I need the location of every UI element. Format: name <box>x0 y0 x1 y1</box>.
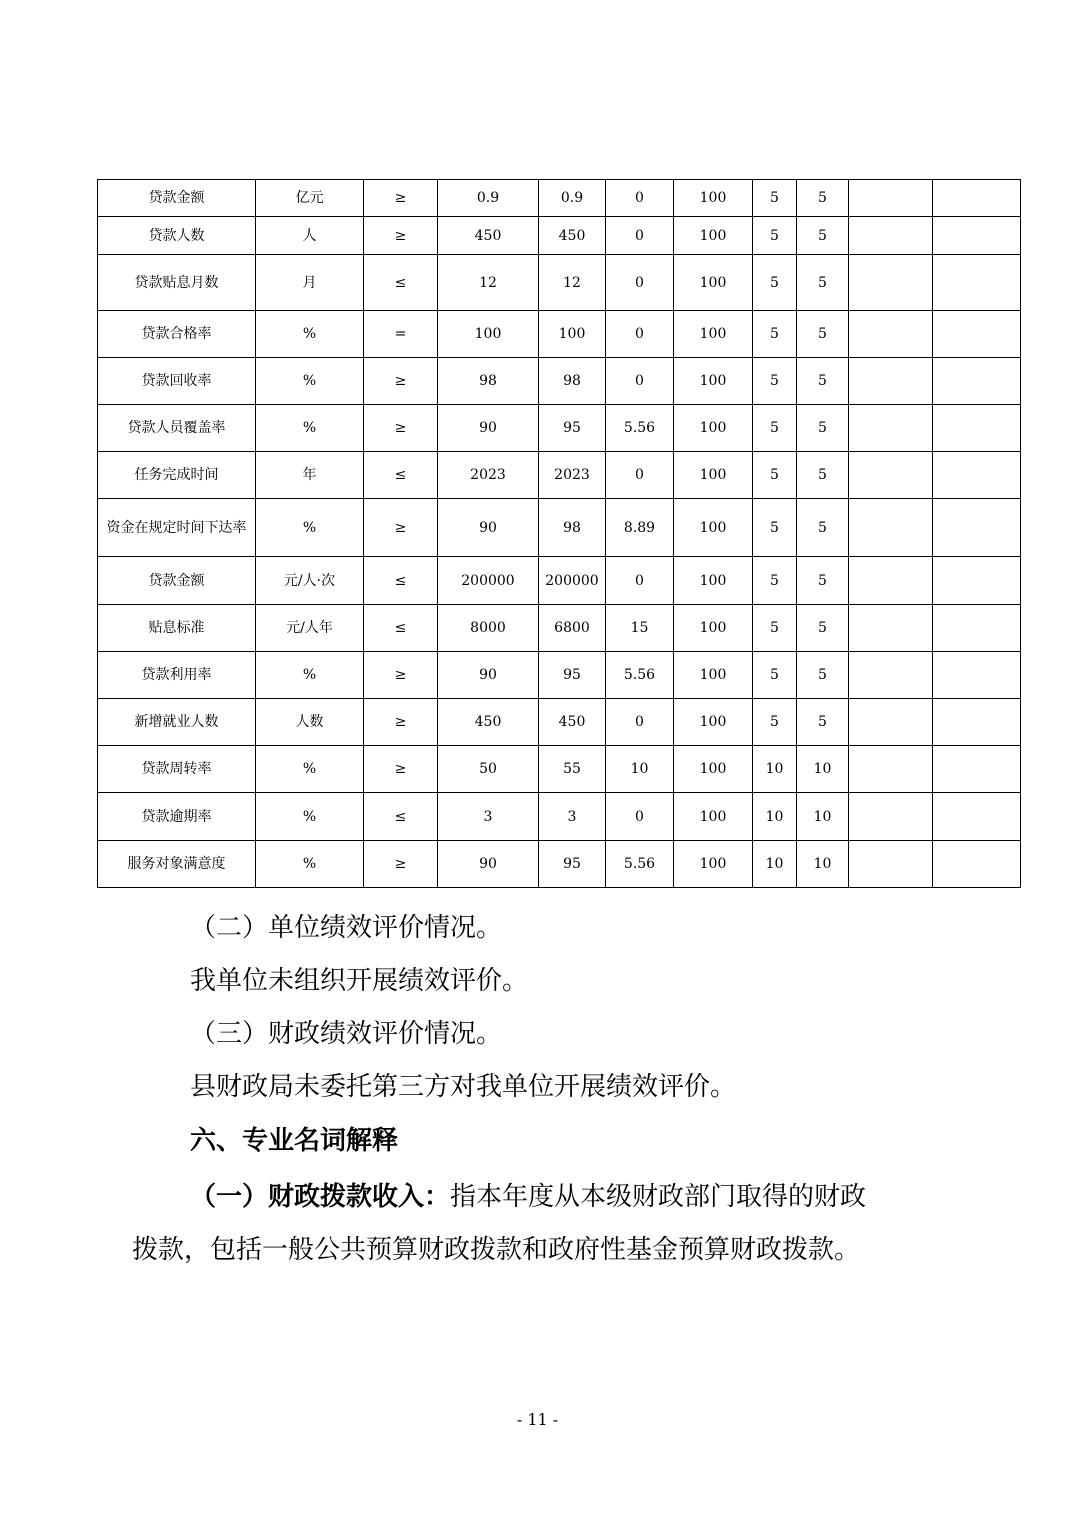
table-cell: 2023 <box>438 452 539 499</box>
table-cell: 5.56 <box>606 652 674 699</box>
table-cell: 55 <box>539 746 606 793</box>
table-cell <box>933 358 1021 405</box>
table-cell <box>849 699 933 746</box>
table-cell <box>933 652 1021 699</box>
table-cell: 450 <box>539 699 606 746</box>
table-cell: % <box>256 793 364 841</box>
table-cell: % <box>256 499 364 557</box>
table-cell: 12 <box>438 255 539 311</box>
section-2-heading: （二）单位绩效评价情况。 <box>190 913 503 943</box>
table-cell <box>849 841 933 888</box>
table-cell <box>849 405 933 452</box>
table-cell: ≥ <box>364 841 438 888</box>
table-row <box>98 255 1021 311</box>
table-cell: 10 <box>753 793 797 841</box>
table-cell <box>849 255 933 311</box>
table-cell: 5 <box>797 557 849 605</box>
performance-indicator-table <box>97 179 1021 888</box>
table-cell: 0 <box>606 557 674 605</box>
table-cell: 100 <box>674 255 753 311</box>
table-cell: 90 <box>438 652 539 699</box>
table-cell: 0.9 <box>539 180 606 217</box>
table-cell: 10 <box>797 746 849 793</box>
table-cell: 任务完成时间 <box>98 452 256 499</box>
table-cell: 200000 <box>539 557 606 605</box>
chapter-6-heading: 六、专业名词解释 <box>190 1126 399 1156</box>
table-cell: 0 <box>606 699 674 746</box>
table-cell: 0 <box>606 452 674 499</box>
table-cell: 95 <box>539 841 606 888</box>
table-cell: 贴息标准 <box>98 605 256 652</box>
table-cell: 5 <box>797 405 849 452</box>
table-cell: 100 <box>674 358 753 405</box>
table-cell: ≥ <box>364 499 438 557</box>
table-cell: 5 <box>753 255 797 311</box>
table-cell: 贷款回收率 <box>98 358 256 405</box>
table-cell: ≤ <box>364 255 438 311</box>
table-cell <box>933 180 1021 217</box>
table-cell: 5 <box>797 452 849 499</box>
table-cell: = <box>364 311 438 358</box>
table-cell: 5 <box>797 217 849 255</box>
table-cell: 贷款人员覆盖率 <box>98 405 256 452</box>
table-cell: 5 <box>753 180 797 217</box>
table-cell: 6800 <box>539 605 606 652</box>
table-cell: 5.56 <box>606 405 674 452</box>
table-cell: 5 <box>753 358 797 405</box>
table-cell: 200000 <box>438 557 539 605</box>
table-cell <box>933 841 1021 888</box>
table-cell: 98 <box>438 358 539 405</box>
table-body <box>98 180 1021 888</box>
table-cell: 100 <box>674 499 753 557</box>
table-cell: 100 <box>539 311 606 358</box>
table-cell: 5 <box>753 605 797 652</box>
table-cell: 100 <box>674 452 753 499</box>
table-row <box>98 841 1021 888</box>
table-cell: 98 <box>539 499 606 557</box>
table-cell <box>849 499 933 557</box>
table-cell: 10 <box>606 746 674 793</box>
table-cell: 贷款贴息月数 <box>98 255 256 311</box>
section-3-heading: （三）财政绩效评价情况。 <box>190 1019 503 1049</box>
table-cell: 95 <box>539 405 606 452</box>
term-1-paragraph <box>190 1176 1075 1213</box>
table-cell: 10 <box>797 793 849 841</box>
table-cell: 100 <box>674 652 753 699</box>
table-cell: ≥ <box>364 746 438 793</box>
table-cell: 月 <box>256 255 364 311</box>
term-1-label: （一）财政拨款收入： <box>190 1182 451 1212</box>
table-cell: % <box>256 746 364 793</box>
table-cell: 5 <box>753 311 797 358</box>
table-cell: 5 <box>753 699 797 746</box>
table-cell: 8.89 <box>606 499 674 557</box>
table-cell: ≤ <box>364 605 438 652</box>
table-cell: 450 <box>539 217 606 255</box>
table-cell <box>849 180 933 217</box>
table-cell <box>933 746 1021 793</box>
table-cell <box>933 793 1021 841</box>
table-cell <box>933 405 1021 452</box>
table-cell: 5 <box>753 499 797 557</box>
table-cell: 90 <box>438 499 539 557</box>
term-1-text-line2: 拨款，包括一般公共预算财政拨款和政府性基金预算财政拨款。 <box>132 1235 861 1265</box>
table-cell: 0 <box>606 311 674 358</box>
table-row <box>98 311 1021 358</box>
table-cell: 3 <box>438 793 539 841</box>
table-cell <box>933 699 1021 746</box>
section-3-text: 县财政局未委托第三方对我单位开展绩效评价。 <box>190 1072 737 1102</box>
table-cell: 5 <box>797 358 849 405</box>
table-cell: % <box>256 311 364 358</box>
table-cell: 95 <box>539 652 606 699</box>
table-row <box>98 452 1021 499</box>
table-cell: 资金在规定时间下达率 <box>98 499 256 557</box>
table-cell: ≤ <box>364 557 438 605</box>
table-cell: 10 <box>797 841 849 888</box>
table-cell: 5 <box>753 217 797 255</box>
table-cell: 贷款人数 <box>98 217 256 255</box>
table-cell: 5.56 <box>606 841 674 888</box>
table-cell: 新增就业人数 <box>98 699 256 746</box>
table-cell: 15 <box>606 605 674 652</box>
table-cell: 8000 <box>438 605 539 652</box>
table-cell: 100 <box>674 180 753 217</box>
table-cell: 100 <box>438 311 539 358</box>
table-cell: 90 <box>438 841 539 888</box>
table-cell: 贷款周转率 <box>98 746 256 793</box>
table-cell: 5 <box>753 652 797 699</box>
table-cell: 年 <box>256 452 364 499</box>
table-cell <box>933 499 1021 557</box>
table-cell: 0.9 <box>438 180 539 217</box>
table-cell: 贷款利用率 <box>98 652 256 699</box>
table-row <box>98 358 1021 405</box>
table-cell: 100 <box>674 793 753 841</box>
table-cell: 100 <box>674 605 753 652</box>
table-cell <box>933 255 1021 311</box>
table-cell: 0 <box>606 255 674 311</box>
table-cell <box>849 311 933 358</box>
table-cell <box>849 217 933 255</box>
table-cell: 5 <box>797 605 849 652</box>
table-cell: 人 <box>256 217 364 255</box>
table-cell: 元/人·次 <box>256 557 364 605</box>
table-row <box>98 180 1021 217</box>
table-row <box>98 217 1021 255</box>
table-cell: % <box>256 405 364 452</box>
table-cell: 450 <box>438 699 539 746</box>
table-cell <box>849 746 933 793</box>
table-cell: 5 <box>753 452 797 499</box>
table-cell: ≥ <box>364 217 438 255</box>
table-cell: 5 <box>797 652 849 699</box>
table-cell: 5 <box>797 699 849 746</box>
table-row <box>98 605 1021 652</box>
page-number: - 11 - <box>516 1410 559 1429</box>
table-cell: 贷款逾期率 <box>98 793 256 841</box>
term-1-text-line1: 指本年度从本级财政部门取得的财政 <box>450 1182 867 1212</box>
table-cell: 90 <box>438 405 539 452</box>
table-row <box>98 652 1021 699</box>
table-cell: 100 <box>674 557 753 605</box>
table-cell: 0 <box>606 358 674 405</box>
table-cell <box>933 217 1021 255</box>
table-cell: 12 <box>539 255 606 311</box>
table-cell: 10 <box>753 746 797 793</box>
table-cell <box>933 452 1021 499</box>
table-cell: 元/人年 <box>256 605 364 652</box>
table-cell <box>849 557 933 605</box>
table-row <box>98 699 1021 746</box>
table-cell <box>933 557 1021 605</box>
table-cell: 服务对象满意度 <box>98 841 256 888</box>
table-cell: 0 <box>606 217 674 255</box>
table-cell: 0 <box>606 180 674 217</box>
table-cell: ≥ <box>364 652 438 699</box>
table-cell: 贷款金额 <box>98 557 256 605</box>
table-cell: 人数 <box>256 699 364 746</box>
table-cell: 5 <box>797 311 849 358</box>
table-cell <box>933 311 1021 358</box>
table-row <box>98 793 1021 841</box>
table-cell: 50 <box>438 746 539 793</box>
table-cell: % <box>256 358 364 405</box>
table-cell: ≤ <box>364 793 438 841</box>
table-cell <box>933 605 1021 652</box>
table-cell: 100 <box>674 699 753 746</box>
table-cell: ≥ <box>364 180 438 217</box>
table-cell: 5 <box>797 499 849 557</box>
section-2-text: 我单位未组织开展绩效评价。 <box>190 966 529 996</box>
table-cell: ≤ <box>364 452 438 499</box>
table-cell <box>849 452 933 499</box>
table-cell <box>849 793 933 841</box>
table-cell: 100 <box>674 311 753 358</box>
table-cell: 100 <box>674 841 753 888</box>
table-cell: ≥ <box>364 405 438 452</box>
table-cell: 0 <box>606 793 674 841</box>
table-cell: 100 <box>674 405 753 452</box>
table-cell: 贷款合格率 <box>98 311 256 358</box>
table-cell: 98 <box>539 358 606 405</box>
table-cell: 亿元 <box>256 180 364 217</box>
table-cell: 100 <box>674 746 753 793</box>
table-cell: 450 <box>438 217 539 255</box>
table-row <box>98 405 1021 452</box>
table-cell: 10 <box>753 841 797 888</box>
table-cell: 100 <box>674 217 753 255</box>
table-cell <box>849 605 933 652</box>
table-row <box>98 499 1021 557</box>
table-row <box>98 557 1021 605</box>
table-cell: 5 <box>753 405 797 452</box>
table-cell: 贷款金额 <box>98 180 256 217</box>
table-cell: 5 <box>797 180 849 217</box>
table-cell: 5 <box>797 255 849 311</box>
table-cell: ≥ <box>364 699 438 746</box>
table-cell: 5 <box>753 557 797 605</box>
table-cell: % <box>256 841 364 888</box>
table-cell: ≥ <box>364 358 438 405</box>
table-cell: 2023 <box>539 452 606 499</box>
table-row <box>98 746 1021 793</box>
table-cell: % <box>256 652 364 699</box>
table-cell: 3 <box>539 793 606 841</box>
table-cell <box>849 358 933 405</box>
table-cell <box>849 652 933 699</box>
